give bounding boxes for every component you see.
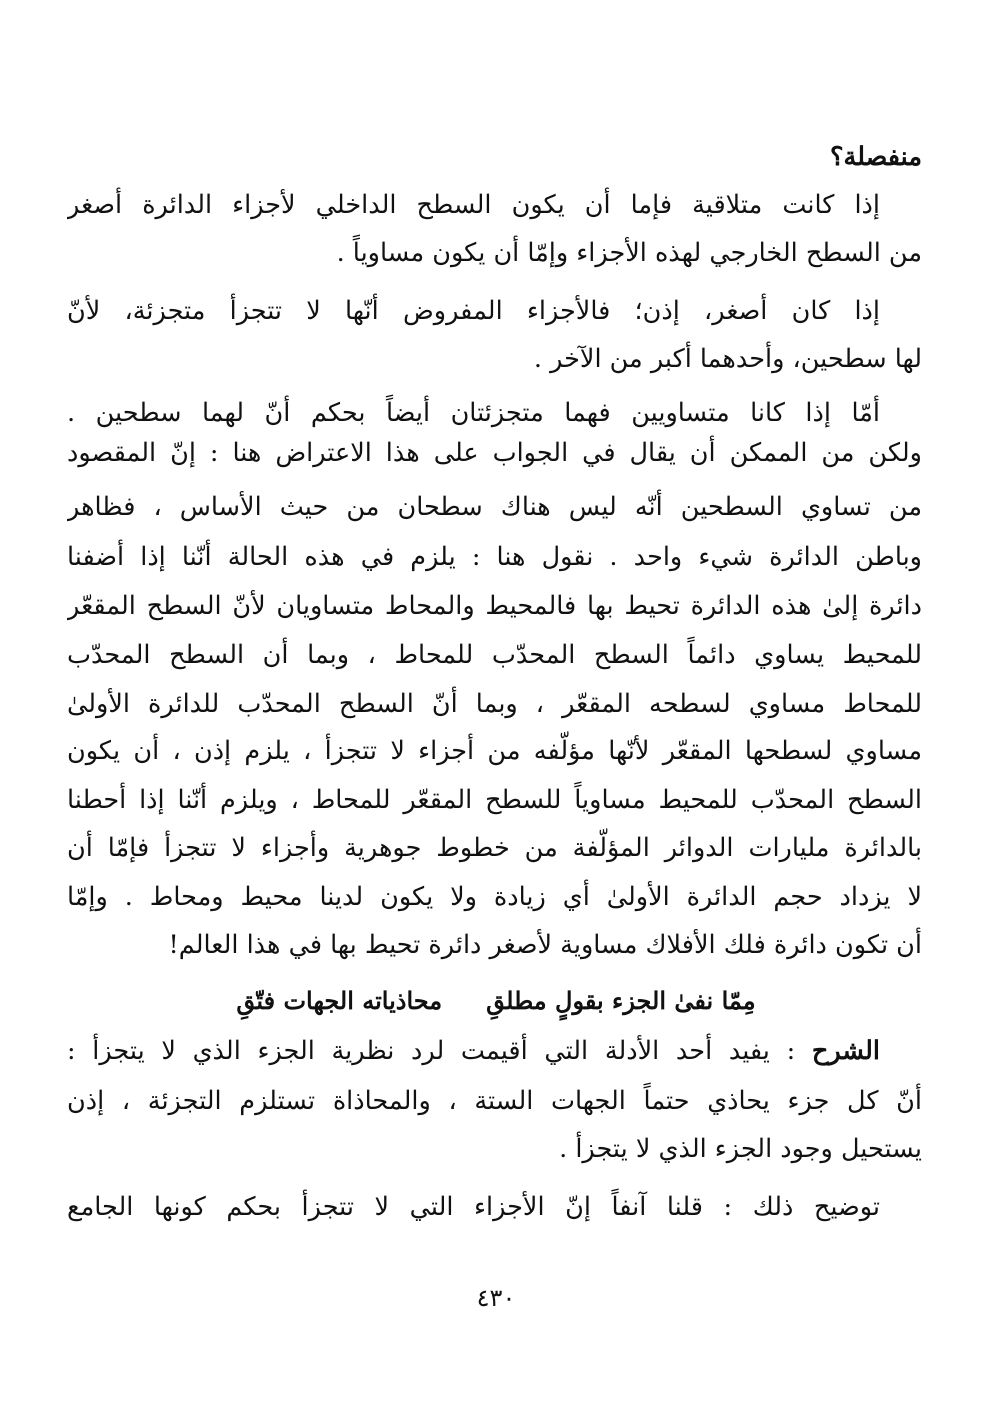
page-number: ٤٣٠: [476, 1284, 516, 1312]
commentary-line: [67, 1030, 880, 1072]
continued-heading: منفصلة؟: [829, 142, 922, 172]
commentary-line: يستحيل وجود الجزء الذي لا يتجزأ .: [559, 1134, 922, 1164]
paragraph-line: إذا كانت متلاقية فإما أن يكون السطح الداخلي لأجزاء الدائرة أصغر: [67, 190, 880, 220]
explanation-line: [67, 1186, 880, 1228]
explanation-text: : قلنا آنفاً إنّ الأجزاء التي لا تتجزأ بحكم كونها الجامع: [67, 1192, 733, 1222]
paragraph-line: وباطن الدائرة شيء واحد . نقول هنا : يلزم في هذه الحالة أنّنا إذا أضفنا: [67, 542, 922, 572]
commentary-line: أنّ كل جزء يحاذي حتماً الجهات الستة ، والمحاذاة تستلزم التجزئة ، إذن: [67, 1086, 922, 1116]
verse-line: [0, 981, 992, 1021]
paragraph-line: من تساوي السطحين أنّه ليس هناك سطحان من حيث الأساس ، فظاهر: [67, 492, 922, 522]
paragraph-line: إذا كان أصغر، إذن؛ فالأجزاء المفروض أنّها لا تتجزأ متجزئة، لأنّ: [67, 296, 880, 326]
paragraph-line: مساوي لسطحها المقعّر لأنّها مؤلّفه من أجزاء لا تتجزأ ، يلزم إذن ، أن يكون: [67, 736, 922, 766]
commentary-text: : يفيد أحد الأدلة التي أقيمت لرد نظرية الجزء الذي لا يتجزأ :: [67, 1036, 796, 1066]
paragraph-line: للمحيط يساوي دائماً السطح المحدّب للمحاط ، وبما أن السطح المحدّب: [67, 640, 922, 670]
verse-hemistich-left: محاذياته الجهات فتّقِ: [236, 986, 443, 1015]
commentary-label: الشرح: [811, 1036, 880, 1066]
paragraph-line: السطح المحدّب للمحيط مساوياً للسطح المقعّر للمحاط ، ويلزم أنّنا إذا أحطنا: [67, 785, 922, 815]
paragraph-line: دائرة إلىٰ هذه الدائرة تحيط بها فالمحيط والمحاط متساويان لأنّ السطح المقعّر: [67, 591, 922, 621]
explanation-label: توضيح ذلك: [752, 1192, 880, 1222]
paragraph-line: أمّا إذا كانا متساويين فهما متجزئتان أيضاً بحكم أنّ لهما سطحين .: [67, 398, 880, 428]
paragraph-line: لا يزداد حجم الدائرة الأولىٰ أي زيادة ولا يكون لدينا محيط ومحاط . وإمّا: [67, 882, 922, 912]
paragraph-line: بالدائرة مليارات الدوائر المؤلّفة من خطوط جوهرية وأجزاء لا تتجزأ فإمّا أن: [67, 833, 922, 863]
paragraph-line: أن تكون دائرة فلك الأفلاك مساوية لأصغر دائرة تحيط بها في هذا العالم!: [168, 930, 922, 960]
paragraph-line: من السطح الخارجي لهذه الأجزاء وإمّا أن يكون مساوياً .: [336, 238, 922, 268]
paragraph-line: لها سطحين، وأحدهما أكبر من الآخر .: [533, 344, 922, 374]
verse-hemistich-right: مِمّا نفىٰ الجزء بقولٍ مطلقِ: [486, 986, 756, 1015]
paragraph-line: ولكن من الممكن أن يقال في الجواب على هذا الاعتراض هنا : إنّ المقصود: [67, 438, 922, 468]
paragraph-line: للمحاط مساوي لسطحه المقعّر ، وبما أنّ السطح المحدّب للدائرة الأولىٰ: [67, 689, 922, 719]
